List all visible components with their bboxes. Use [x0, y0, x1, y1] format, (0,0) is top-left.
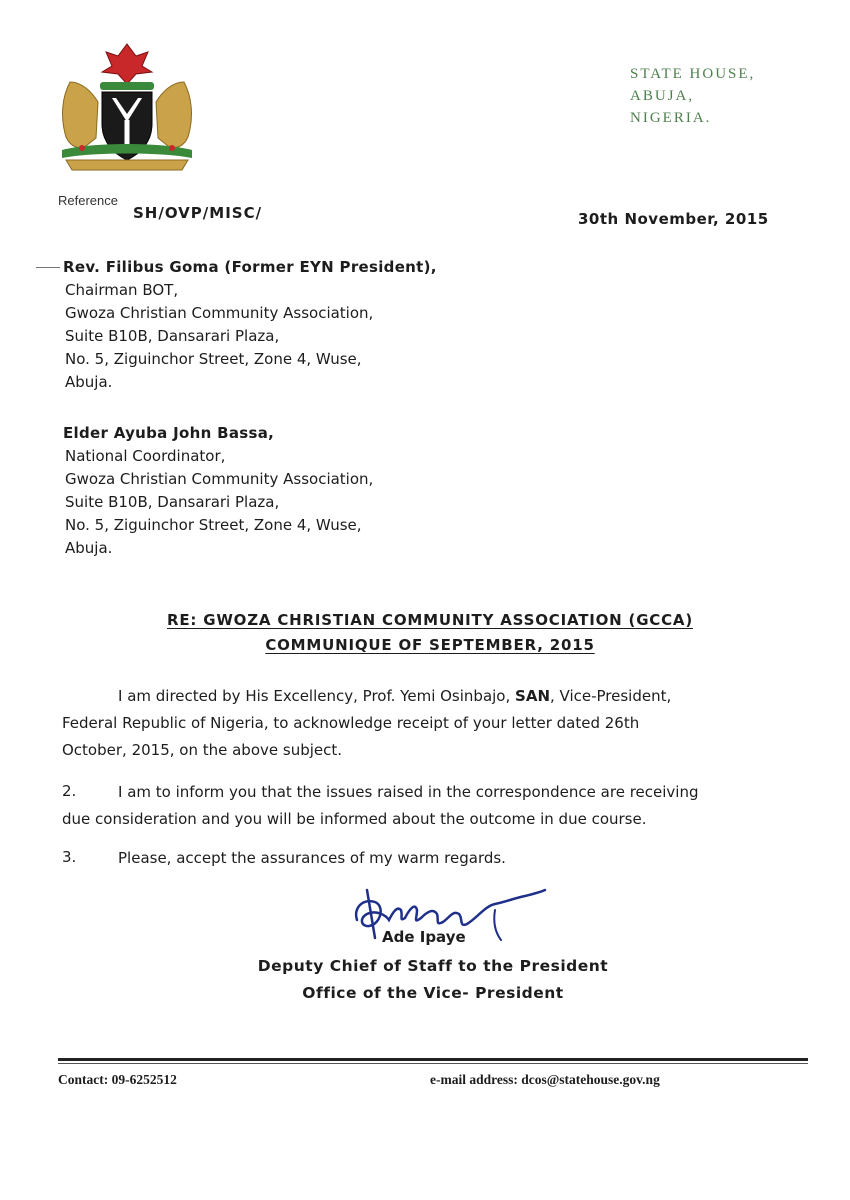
subject-line-2: [0, 633, 850, 657]
coat-of-arms-icon: [52, 42, 202, 172]
footer-contact: Contact: 09-6252512: [58, 1072, 177, 1087]
recipient-line: Suite B10B, Dansarari Plaza,: [65, 493, 280, 511]
paragraph-line: October, 2015, on the above subject.: [62, 741, 343, 759]
recipient-line: No. 5, Ziguinchor Street, Zone 4, Wuse,: [65, 350, 362, 368]
paragraph-number: 2.: [62, 782, 77, 800]
paragraph-line: due consideration and you will be informed about the outcome in due course.: [62, 810, 647, 828]
paragraph-text: I am directed by His Excellency, Prof. Yemi Osinbajo,: [118, 687, 516, 705]
recipient-line: Gwoza Christian Community Association,: [65, 304, 374, 322]
subject-line-1: [0, 608, 850, 632]
footer-divider: [58, 1063, 808, 1064]
recipient-block-2: [65, 422, 373, 560]
letterhead-address: [630, 63, 755, 129]
signatory-office: Office of the Vice- President: [302, 984, 564, 1002]
address-line: ABUJA,: [630, 88, 695, 104]
subject-text: RE: GWOZA CHRISTIAN COMMUNITY ASSOCIATION (GCCA): [167, 611, 693, 629]
address-line: STATE HOUSE,: [630, 66, 756, 82]
body-paragraph-1: [118, 684, 671, 708]
paragraph-text: , Vice-President,: [550, 687, 672, 705]
paragraph-bold-text: SAN: [515, 687, 550, 705]
paragraph-line: I am to inform you that the issues raised in the correspondence are receiving: [118, 783, 699, 801]
recipient-line: Abuja.: [65, 373, 113, 391]
reference-value: SH/OVP/MISC/: [133, 204, 263, 222]
recipient-block-1: [65, 256, 439, 394]
recipient-line: National Coordinator,: [65, 447, 226, 465]
subject-text: COMMUNIQUE OF SEPTEMBER, 2015: [265, 636, 595, 654]
reference-label: Reference: [58, 193, 118, 208]
recipient-name: Elder Ayuba John Bassa,: [63, 424, 275, 442]
signatory-title: Deputy Chief of Staff to the President: [257, 957, 609, 975]
paragraph-number: 3.: [62, 848, 77, 866]
recipient-line: Chairman BOT,: [65, 281, 179, 299]
footer-email: e-mail address: dcos@statehouse.gov.ng: [430, 1072, 660, 1087]
footer-divider: [58, 1058, 808, 1061]
recipient-name: Rev. Filibus Goma (Former EYN President),: [63, 258, 437, 276]
recipient-line: Suite B10B, Dansarari Plaza,: [65, 327, 280, 345]
address-line: NIGERIA.: [630, 110, 712, 126]
margin-mark: [36, 267, 60, 268]
paragraph-line: Federal Republic of Nigeria, to acknowledge receipt of your letter dated 26th: [62, 714, 640, 732]
recipient-line: No. 5, Ziguinchor Street, Zone 4, Wuse,: [65, 516, 362, 534]
recipient-line: Gwoza Christian Community Association,: [65, 470, 374, 488]
letter-date: 30th November, 2015: [578, 210, 769, 228]
paragraph-line: Please, accept the assurances of my warm regards.: [118, 849, 506, 867]
recipient-line: Abuja.: [65, 539, 113, 557]
signatory-name: Ade Ipaye: [382, 928, 466, 946]
